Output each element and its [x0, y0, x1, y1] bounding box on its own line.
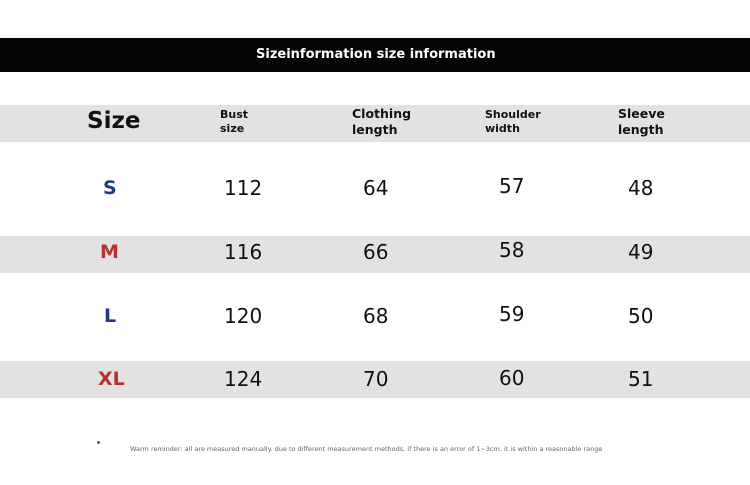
bust-s: 112	[224, 176, 263, 200]
header-size: Size	[87, 108, 141, 134]
shoulder-s: 57	[499, 174, 525, 198]
shoulder-m: 58	[499, 238, 525, 262]
header-bust	[220, 108, 248, 136]
size-l: L	[104, 305, 117, 327]
bust-xl: 124	[224, 367, 263, 391]
header-shoulder-line1: Shoulder	[485, 108, 541, 121]
header-sleeve-length	[618, 106, 665, 138]
warm-reminder-note: Warm reminder: all are measured manually. due to different measurement methods, if there is an error of 1~3cm, it is within a reasonable range	[130, 445, 603, 453]
header-shoulder-line2: width	[485, 122, 520, 135]
title-bar	[0, 38, 750, 72]
note-bullet-mark	[97, 441, 100, 444]
header-clothing-line1: Clothing	[352, 106, 412, 121]
bust-l: 120	[224, 304, 263, 328]
header-sleeve-line1: Sleeve	[618, 106, 665, 121]
shoulder-l: 59	[499, 302, 525, 326]
header-bust-line1: Bust	[220, 108, 249, 121]
size-m: M	[100, 241, 119, 263]
clothing-m: 66	[363, 240, 389, 264]
header-shoulder-width	[485, 108, 541, 136]
header-clothing-line2: length	[352, 122, 398, 137]
sleeve-xl: 51	[628, 367, 654, 391]
page-title: Sizeinformation size information	[256, 47, 496, 62]
header-sleeve-line2: length	[618, 122, 664, 137]
header-bust-line2: size	[220, 122, 245, 135]
header-clothing-length	[352, 106, 411, 138]
size-s: S	[103, 177, 117, 199]
size-xl: XL	[98, 368, 125, 390]
sleeve-l: 50	[628, 304, 654, 328]
sleeve-m: 49	[628, 240, 654, 264]
clothing-l: 68	[363, 304, 389, 328]
bust-m: 116	[224, 240, 263, 264]
clothing-s: 64	[363, 176, 389, 200]
shoulder-xl: 60	[499, 366, 525, 390]
clothing-xl: 70	[363, 367, 389, 391]
sleeve-s: 48	[628, 176, 654, 200]
